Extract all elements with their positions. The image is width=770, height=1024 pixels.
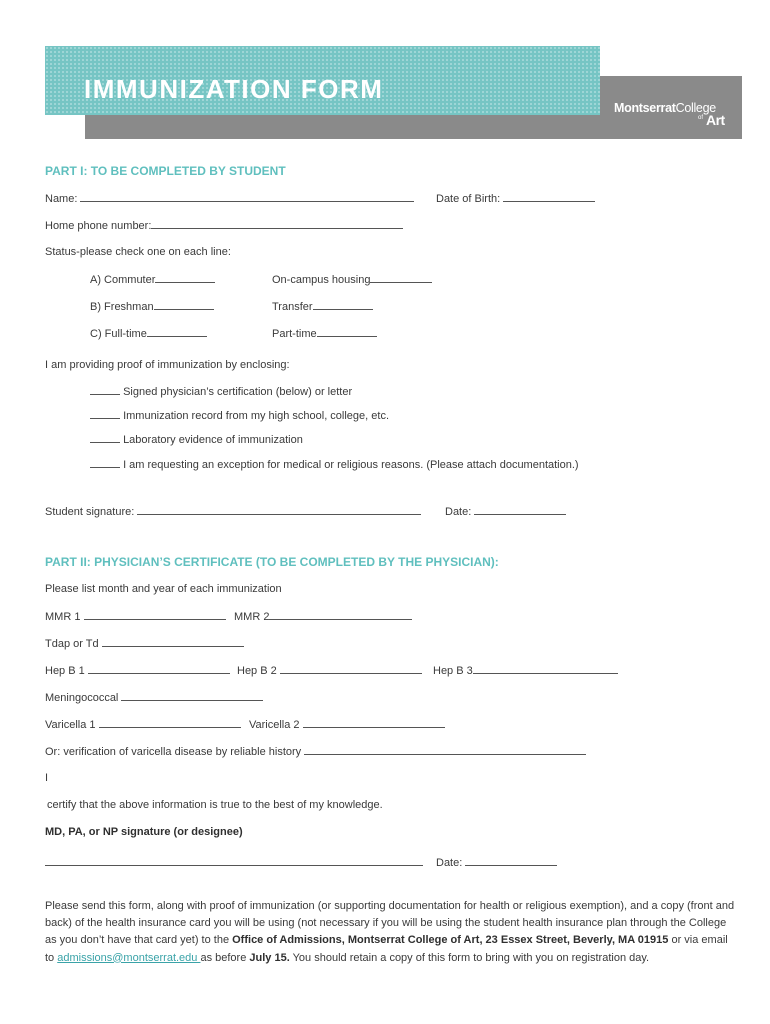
instructions-text: Please send this form, along with proof of immunization (or supporting documentation for health or religious exemption), and a copy (front and back) of the health insurance card you will be using (not necessary if you will be using the student health insurance plan through the College as you don’t have that card yet) to the xyxy=(45,900,735,947)
commuter-line[interactable] xyxy=(155,273,215,283)
phone-field[interactable] xyxy=(45,219,403,232)
commuter-label: A) Commuter xyxy=(90,274,156,286)
proof-option-2[interactable] xyxy=(90,409,389,422)
hepb1-field[interactable] xyxy=(45,664,230,677)
logo-bold-text: Montserrat xyxy=(614,101,676,115)
part1-heading: PART I: TO BE COMPLETED BY STUDENT xyxy=(45,164,286,178)
status-commuter[interactable] xyxy=(90,273,215,286)
varicella2-line[interactable] xyxy=(303,718,445,728)
proof-check-line[interactable] xyxy=(90,458,120,468)
hepb2-line[interactable] xyxy=(280,664,422,674)
proof-option-label: Signed physician’s certification (below) or letter xyxy=(123,386,353,398)
proof-check-line[interactable] xyxy=(90,385,120,395)
varicella1-field[interactable] xyxy=(45,718,241,731)
student-date-field[interactable] xyxy=(445,505,566,518)
hepb2-label: Hep B 2 xyxy=(237,665,277,677)
oncampus-line[interactable] xyxy=(370,273,432,283)
fulltime-line[interactable] xyxy=(147,327,207,337)
meningococcal-line[interactable] xyxy=(121,691,263,701)
hepb1-line[interactable] xyxy=(88,664,230,674)
md-date-field[interactable] xyxy=(436,856,557,869)
name-label: Name: xyxy=(45,193,78,205)
student-date-line[interactable] xyxy=(474,505,566,515)
form-title: IMMUNIZATION FORM xyxy=(84,74,384,104)
tdap-label: Tdap or Td xyxy=(45,638,99,650)
varicella-history-line[interactable] xyxy=(304,745,586,755)
varicella2-field[interactable] xyxy=(249,718,445,731)
college-logo xyxy=(614,101,732,131)
transfer-label: Transfer xyxy=(272,301,313,313)
instructions-text: as before xyxy=(200,951,250,964)
mmr2-field[interactable] xyxy=(234,610,412,623)
physician-i-line: I xyxy=(45,772,49,784)
mmr1-line[interactable] xyxy=(84,610,226,620)
status-freshman[interactable] xyxy=(90,300,214,313)
office-address: Office of Admissions, Montserrat College of Art, 23 Essex Street, Beverly, MA 01915 xyxy=(232,934,669,947)
md-signature-field[interactable] xyxy=(45,856,423,869)
part2-heading: PART II: PHYSICIAN’S CERTIFICATE (TO BE COMPLETED BY THE PHYSICIAN): xyxy=(45,555,499,569)
dob-field[interactable] xyxy=(436,192,595,205)
hepb1-label: Hep B 1 xyxy=(45,665,85,677)
mmr1-field[interactable] xyxy=(45,610,226,623)
hepb3-label: Hep B 3 xyxy=(433,665,473,677)
part2-intro: Please list month and year of each immunization xyxy=(45,583,282,595)
hepb2-field[interactable] xyxy=(237,664,422,677)
proof-check-line[interactable] xyxy=(90,409,120,419)
student-signature-line[interactable] xyxy=(137,505,421,515)
admissions-email-link[interactable]: admissions@montserrat.edu xyxy=(57,951,201,964)
tdap-field[interactable] xyxy=(45,637,244,650)
proof-check-line[interactable] xyxy=(90,433,120,443)
proof-option-label: I am requesting an exception for medical or religious reasons. (Please attach documentation.) xyxy=(123,459,579,471)
varicella-history-field[interactable] xyxy=(45,745,586,758)
hepb3-line[interactable] xyxy=(473,664,618,674)
proof-label: I am providing proof of immunization by enclosing: xyxy=(45,359,290,371)
parttime-line[interactable] xyxy=(317,327,377,337)
proof-option-1[interactable] xyxy=(90,385,352,398)
instructions-text: or via email to xyxy=(45,934,728,964)
status-transfer[interactable] xyxy=(272,300,373,313)
name-line[interactable] xyxy=(80,192,414,202)
name-field[interactable] xyxy=(45,192,414,205)
parttime-label: Part-time xyxy=(272,328,317,340)
status-label: Status-please check one on each line: xyxy=(45,246,231,258)
status-fulltime[interactable] xyxy=(90,327,207,340)
hepb3-field[interactable] xyxy=(433,664,618,677)
varicella-history-label: Or: verification of varicella disease by reliable history xyxy=(45,746,302,758)
dob-line[interactable] xyxy=(503,192,595,202)
phone-label: Home phone number: xyxy=(45,220,152,232)
md-date-label: Date: xyxy=(436,857,463,869)
md-signature-label: MD, PA, or NP signature (or designee) xyxy=(45,826,243,838)
logo-light-text: College xyxy=(675,101,716,115)
transfer-line[interactable] xyxy=(313,300,373,310)
student-date-label: Date: xyxy=(445,506,472,518)
freshman-label: B) Freshman xyxy=(90,301,154,313)
mmr2-label: MMR 2 xyxy=(234,611,270,623)
proof-option-label: Laboratory evidence of immunization xyxy=(123,434,303,446)
varicella1-line[interactable] xyxy=(99,718,241,728)
proof-option-4[interactable] xyxy=(90,458,579,471)
certify-statement: certify that the above information is true to the best of my knowledge. xyxy=(47,799,383,811)
dob-label: Date of Birth: xyxy=(436,193,501,205)
deadline-date: July 15. xyxy=(249,951,290,964)
proof-option-3[interactable] xyxy=(90,433,303,446)
mmr1-label: MMR 1 xyxy=(45,611,81,623)
md-signature-line[interactable] xyxy=(45,856,423,866)
fulltime-label: C) Full-time xyxy=(90,328,147,340)
instructions-text: You should retain a copy of this form to bring with you on registration day. xyxy=(289,951,650,964)
instructions-paragraph xyxy=(45,898,735,967)
md-date-line[interactable] xyxy=(465,856,557,866)
meningococcal-label: Meningococcal xyxy=(45,692,119,704)
meningococcal-field[interactable] xyxy=(45,691,263,704)
proof-option-label: Immunization record from my high school, college, etc. xyxy=(123,410,390,422)
tdap-line[interactable] xyxy=(102,637,244,647)
freshman-line[interactable] xyxy=(154,300,214,310)
varicella2-label: Varicella 2 xyxy=(249,719,300,731)
student-signature-field[interactable] xyxy=(45,505,421,518)
phone-line[interactable] xyxy=(151,219,403,229)
mmr2-line[interactable] xyxy=(269,610,412,620)
varicella1-label: Varicella 1 xyxy=(45,719,96,731)
logo-of-text: of xyxy=(698,115,704,121)
student-signature-label: Student signature: xyxy=(45,506,135,518)
status-parttime[interactable] xyxy=(272,327,377,340)
oncampus-label: On-campus housing xyxy=(272,274,371,286)
status-oncampus[interactable] xyxy=(272,273,432,286)
logo-art-text: Art xyxy=(706,112,725,128)
